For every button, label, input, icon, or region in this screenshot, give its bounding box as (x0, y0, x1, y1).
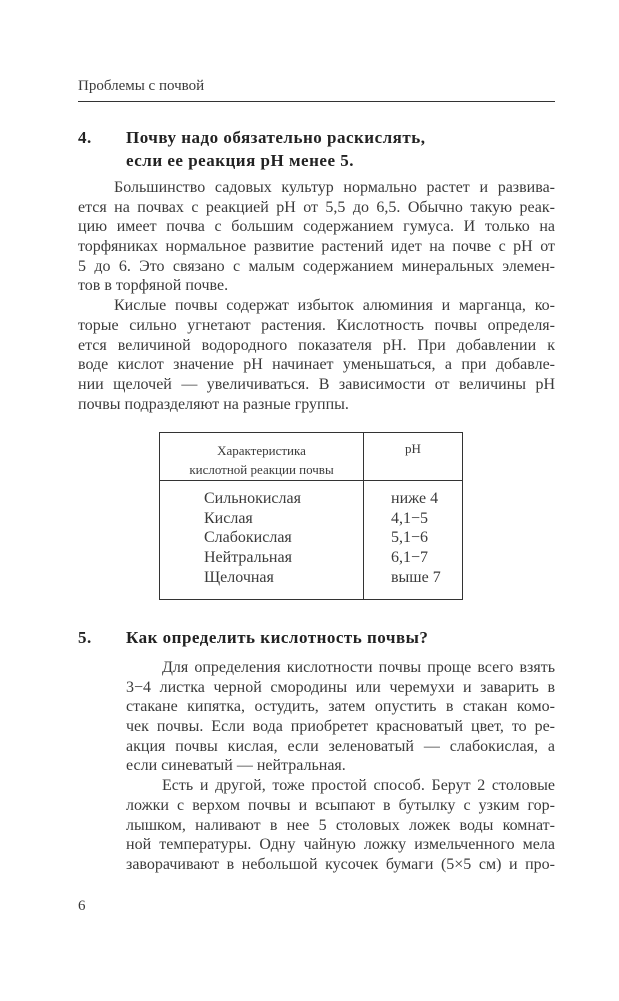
text-line: Есть и другой, тоже простой способ. Берут 2 столовые (162, 777, 555, 795)
table-cell: выше 7 (391, 568, 441, 586)
section-number: 5. (78, 628, 92, 647)
table-header-ph: pH (405, 441, 421, 456)
text-line: 3−4 листка черной смородины или черемухи и заварить в (126, 678, 555, 696)
table-cell: 5,1−6 (391, 529, 429, 547)
table-column-ph (391, 489, 441, 588)
header-line: Характеристика (217, 443, 306, 458)
title-line: Почву надо обязательно раскислять, (126, 128, 426, 147)
text-line: если синеватый — нейтральная. (126, 757, 346, 775)
table-cell: Сильнокислая (204, 490, 301, 507)
section-title (126, 126, 425, 172)
text-line: Для определения кислотности почвы проще всего взять (162, 659, 555, 676)
table-cell: Нейтральная (204, 549, 292, 567)
text-line: тов в торфяной почве. (78, 277, 229, 295)
section-number: 4. (78, 128, 92, 147)
text-line: 5 до 6. Это связано с малым содержанием минеральных элемен- (78, 257, 555, 275)
text-line: лышком, наливают в нее 5 столовых ложек воды комнат- (126, 816, 555, 834)
text-line: нии щелочей — увеличиваться. В зависимости от величины pH (78, 375, 555, 393)
text-line: Кислые почвы содержат избыток алюминия и марганца, ко- (114, 297, 555, 315)
title-line: если ее реакция pH менее 5. (126, 151, 354, 170)
text-line: чек почвы. Если вода приобретет красноватый цвет, то ре- (126, 718, 555, 736)
table-divider (363, 433, 364, 599)
text-line: ется величиной водородного показателя pH. При добавлении к (78, 336, 555, 354)
table-header-characteristic (160, 441, 363, 479)
text-line: акция почвы кислая, если зеленоватый — слабокислая, а (126, 737, 555, 755)
text-line: цию имеет почва с большим содержанием гумуса. И только на (78, 218, 555, 236)
table-cell: Щелочная (204, 568, 274, 586)
text-line: стакане кипятка, остудить, затем опустить в стакан комо- (126, 698, 555, 716)
table-cell: 6,1−7 (391, 549, 429, 567)
ph-table (159, 432, 463, 600)
table-cell: ниже 4 (391, 490, 439, 507)
table-cell: Кислая (204, 509, 253, 527)
table-column-characteristic (204, 489, 301, 588)
header-line: кислотной реакции почвы (189, 462, 334, 477)
text-line: торфяниках нормальное развитие растений идет на почве с pH от (78, 238, 555, 256)
title-line: Как определить кислотность почвы? (126, 628, 429, 647)
text-line: заворачивают в небольшой кусочек бумаги (5×5 см) и про- (126, 855, 555, 873)
text-line: ложки с верхом почвы и всыпают в бутылку с узким гор- (126, 796, 555, 814)
text-line: ется на почвах с реакцией pH от 5,5 до 6,5. Обычно такую реак- (78, 198, 555, 216)
text-line: Большинство садовых культур нормально растет и развива- (114, 179, 555, 196)
table-cell: 4,1−5 (391, 509, 429, 527)
table-cell: Слабокислая (204, 529, 292, 547)
section-4-body (78, 178, 555, 414)
running-head: Проблемы с почвой (78, 78, 205, 94)
section-5-body (126, 658, 555, 875)
text-line: торые сильно угнетают растения. Кислотность почвы определя- (78, 316, 555, 334)
section-title (126, 626, 428, 649)
text-line: ной температуры. Одну чайную ложку измельченного мела (126, 836, 555, 854)
header-rule (78, 101, 555, 102)
table-divider (160, 480, 462, 481)
text-line: почвы подразделяют на разные группы. (78, 395, 349, 413)
page-number: 6 (78, 898, 86, 914)
text-line: воде кислот значение pH начинает уменьшаться, а при добавле- (78, 356, 555, 374)
